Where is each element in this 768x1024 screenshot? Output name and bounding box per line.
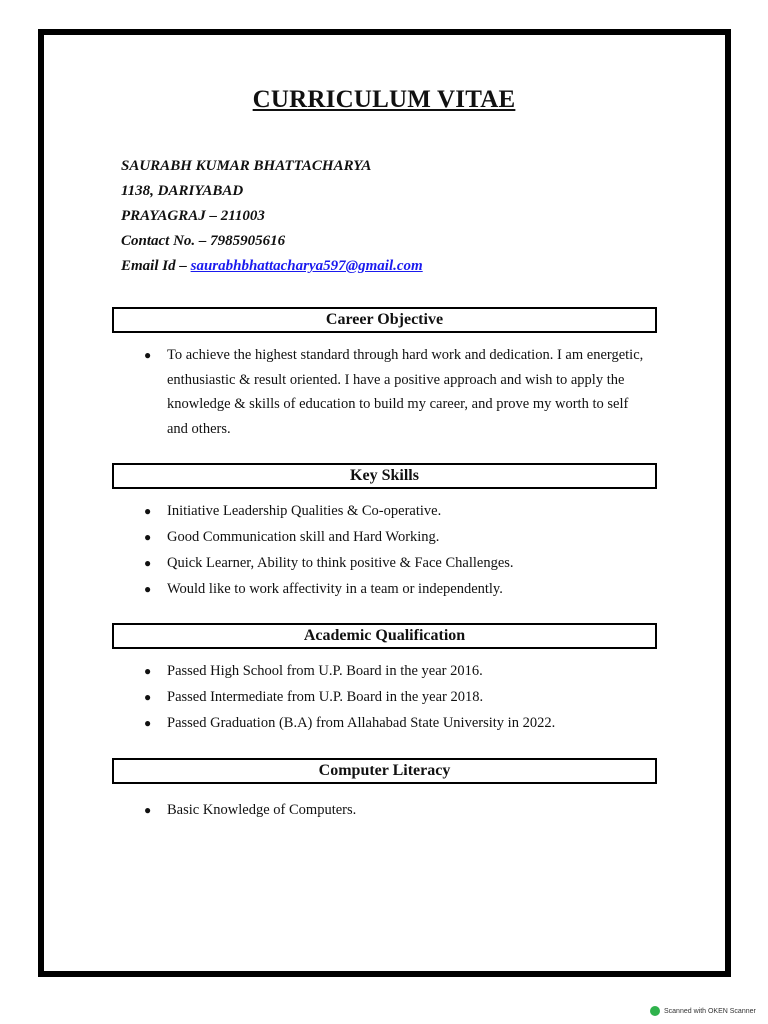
list-item xyxy=(144,343,644,441)
scanner-logo-icon xyxy=(650,1006,660,1016)
bullet-icon: ● xyxy=(144,664,152,678)
candidate-name: SAURABH KUMAR BHATTACHARYA xyxy=(121,158,372,174)
address-line-2: PRAYAGRAJ – 211003 xyxy=(121,208,265,224)
career-objective-list xyxy=(144,343,644,441)
email-label: Email Id – xyxy=(121,258,191,274)
qualification-text: Passed Intermediate from U.P. Board in the year 2018. xyxy=(167,689,484,705)
scanner-watermark xyxy=(650,1006,756,1016)
skill-text: Initiative Leadership Qualities & Co-operative. xyxy=(167,503,442,519)
skill-text: Would like to work affectivity in a team or independently. xyxy=(167,581,503,597)
contact-block xyxy=(121,155,423,280)
contact-number: Contact No. – 7985905616 xyxy=(121,233,286,249)
career-objective-text: To achieve the highest standard through hard work and dedication. I am energetic, enthusiastic & result oriented. I have a positive approach and wish to apply the knowledge & skills of education to build my career, and prove my worth to self and others. xyxy=(167,347,644,437)
list-item xyxy=(144,498,644,524)
list-item xyxy=(144,524,644,550)
career-objective-heading: Career Objective xyxy=(112,307,657,333)
bullet-icon: ● xyxy=(144,348,152,362)
key-skills-heading: Key Skills xyxy=(112,463,657,489)
skill-text: Quick Learner, Ability to think positive & Face Challenges. xyxy=(167,555,514,571)
list-item xyxy=(144,658,644,684)
bullet-icon: ● xyxy=(144,716,152,730)
bullet-icon: ● xyxy=(144,803,152,817)
list-item xyxy=(144,550,644,576)
key-skills-list xyxy=(144,498,644,602)
email-row xyxy=(121,255,423,280)
bullet-icon: ● xyxy=(144,582,152,596)
scanner-text: Scanned with OKEN Scanner xyxy=(664,1007,756,1015)
bullet-icon: ● xyxy=(144,556,152,570)
academic-qualification-list xyxy=(144,658,644,736)
bullet-icon: ● xyxy=(144,690,152,704)
list-item xyxy=(144,684,644,710)
computer-literacy-heading: Computer Literacy xyxy=(112,758,657,784)
document-title: CURRICULUM VITAE xyxy=(252,86,516,113)
academic-qualification-heading: Academic Qualification xyxy=(112,623,657,649)
qualification-text: Passed Graduation (B.A) from Allahabad State University in 2022. xyxy=(167,715,556,731)
bullet-icon: ● xyxy=(144,530,152,544)
computer-literacy-list xyxy=(144,797,644,823)
list-item xyxy=(144,576,644,602)
email-link[interactable]: saurabhbhattacharya597@gmail.com xyxy=(190,258,423,274)
list-item xyxy=(144,797,644,823)
skill-text: Good Communication skill and Hard Working. xyxy=(167,529,440,545)
bullet-icon: ● xyxy=(144,504,152,518)
list-item xyxy=(144,710,644,736)
qualification-text: Passed High School from U.P. Board in the year 2016. xyxy=(167,663,483,679)
computer-skill-text: Basic Knowledge of Computers. xyxy=(167,802,357,818)
address-line-1: 1138, DARIYABAD xyxy=(121,183,244,199)
